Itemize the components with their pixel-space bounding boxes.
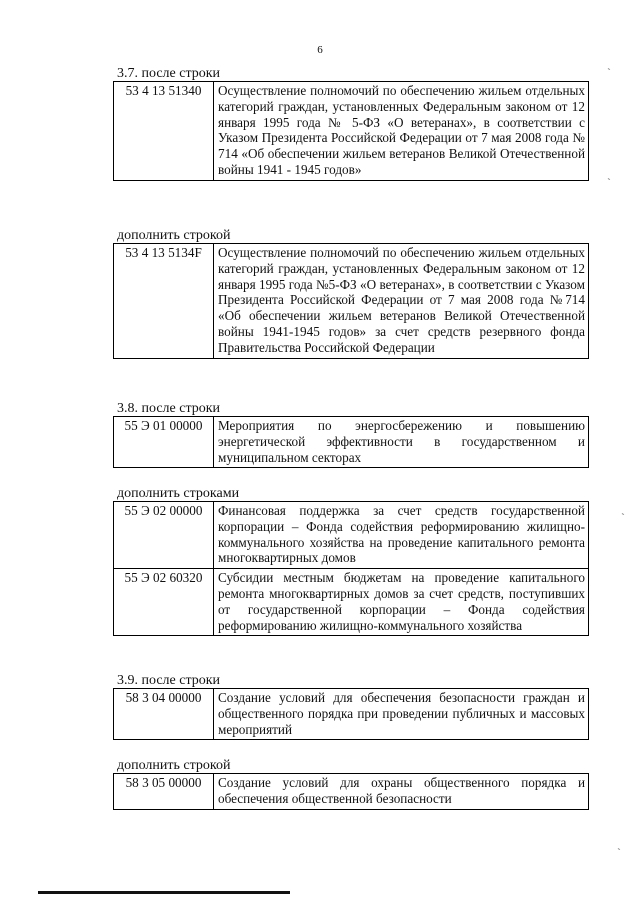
table-row <box>114 417 589 468</box>
section-add-row-1 <box>113 228 589 359</box>
scan-mark: ˎ <box>604 169 612 182</box>
section-add-row-2 <box>113 758 589 810</box>
code-cell: 55 Э 02 60320 <box>114 569 214 636</box>
table-row <box>114 774 589 810</box>
section-heading: 3.9. после строки <box>117 673 221 688</box>
code-table <box>113 416 589 468</box>
code-cell: 55 Э 02 00000 <box>114 502 214 569</box>
code-table <box>113 243 589 359</box>
scan-mark: ˎ <box>604 59 612 72</box>
code-cell: 58 3 05 00000 <box>114 774 214 810</box>
description-cell: Субсидии местным бюджетам на проведение капитального ремонта многоквартирных домов за счет средств, поступивших от государственной корпорации – Фонда содействия реформированию жилищно-коммунального хозяйства <box>214 569 589 636</box>
section-heading: 3.7. после строки <box>117 66 221 81</box>
section-heading: дополнить строкой <box>117 758 231 773</box>
scan-mark: ˎ <box>618 504 626 517</box>
code-cell: 53 4 13 51340 <box>114 82 214 181</box>
table-row <box>114 82 589 181</box>
section-heading: дополнить строкой <box>117 228 231 243</box>
page-number: 6 <box>317 44 323 56</box>
section-heading: дополнить строками <box>117 486 240 501</box>
description-cell: Создание условий для обеспечения безопасности граждан и общественного порядка при проведении публичных и массовых мероприятий <box>214 689 589 740</box>
bottom-rule <box>38 891 290 894</box>
description-cell: Создание условий для охраны общественного порядка и обеспечения общественной безопасности <box>214 774 589 810</box>
code-table <box>113 81 589 181</box>
table-row <box>114 244 589 359</box>
code-table <box>113 688 589 740</box>
code-table <box>113 501 589 636</box>
scan-mark: ˎ <box>614 839 622 852</box>
code-table <box>113 773 589 810</box>
section-heading: 3.8. после строки <box>117 401 221 416</box>
section-add-rows <box>113 486 589 636</box>
description-cell: Осуществление полномочий по обеспечению жильем отдельных категорий граждан, установленных Федеральным законом от 12 января 1995 года №5-ФЗ «О ветеранах», в соответствии с Указом Президента Российской Федерации от 7 мая 2008 года №714 «Об обеспечении жильем ветеранов Великой Отечественной войны 1941-1945 годов» за счет средств резервного фонда Правительства Российской Федерации <box>214 244 589 359</box>
description-cell: Осуществление полномочий по обеспечению жильем отдельных категорий граждан, установленных Федеральным законом от 12 января 1995 года № 5-ФЗ «О ветеранах», в соответствии с Указом Президента Российской Федерации от 7 мая 2008 года № 714 «Об обеспечении жильем ветеранов Великой Отечественной войны 1941 - 1945 годов» <box>214 82 589 181</box>
section-3-7 <box>113 66 589 181</box>
description-cell: Мероприятия по энергосбережению и повышению энергетической эффективности в государственном и муниципальном секторах <box>214 417 589 468</box>
table-row <box>114 569 589 636</box>
description-cell: Финансовая поддержка за счет средств государственной корпорации – Фонда содействия реформированию жилищно-коммунального хозяйства на проведение капитального ремонта многоквартирных домов <box>214 502 589 569</box>
code-cell: 55 Э 01 00000 <box>114 417 214 468</box>
code-cell: 53 4 13 5134F <box>114 244 214 359</box>
table-row <box>114 689 589 740</box>
section-3-9 <box>113 673 589 740</box>
code-cell: 58 3 04 00000 <box>114 689 214 740</box>
section-3-8 <box>113 401 589 468</box>
table-row <box>114 502 589 569</box>
